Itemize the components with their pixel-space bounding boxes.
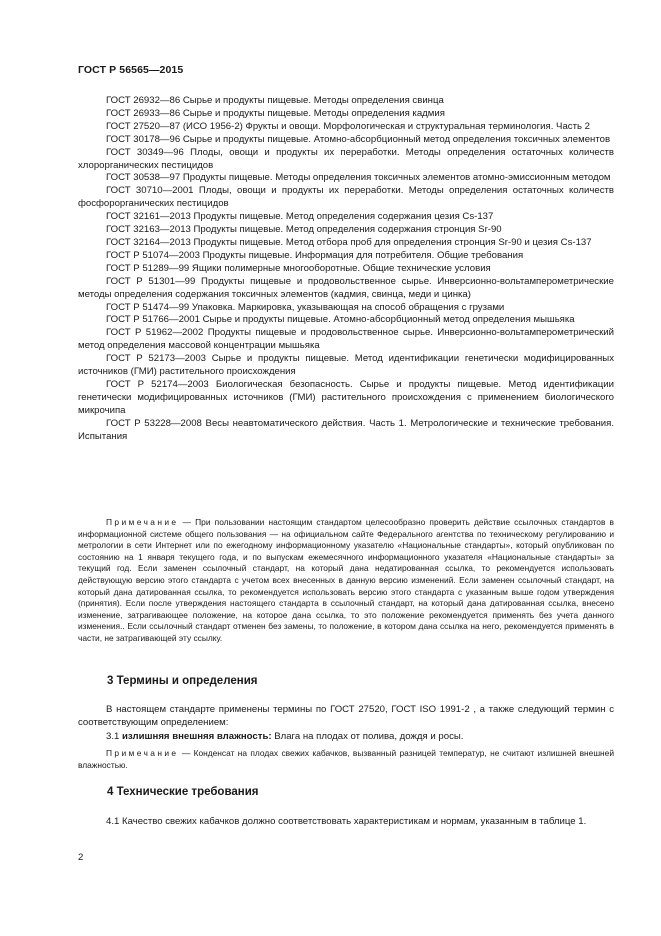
section-4-heading: 4 Технические требования [107, 786, 259, 798]
reference-item: ГОСТ Р 52174—2003 Биологическая безопасность. Сырье и продукты пищевые. Метод идентификации генетически модифицированных источников (ГМИ) растительного происхождения с применением биологического микрочипа [78, 378, 614, 416]
reference-item: ГОСТ Р 53228—2008 Весы неавтоматического действия. Часть 1. Метрологические и технические требования. Испытания [78, 417, 614, 442]
document-header: ГОСТ Р 56565—2015 [78, 64, 184, 76]
reference-item: ГОСТ 30710—2001 Плоды, овощи и продукты их переработки. Методы определения остаточных количеств фосфорорганических пестицидов [78, 185, 614, 210]
reference-item: ГОСТ 30349—96 Плоды, овощи и продукты их переработки. Методы определения остаточных количеств хлорорганических пестицидов [78, 146, 614, 171]
reference-item: ГОСТ 32161—2013 Продукты пищевые. Метод определения содержания цезия Cs-137 [106, 211, 494, 223]
reference-item: ГОСТ Р 52173—2003 Сырье и продукты пищевые. Метод идентификации генетически модифицированных источников (ГМИ) растительного происхождения [78, 353, 614, 378]
reference-item: ГОСТ Р 51474—99 Упаковка. Маркировка, указывающая на способ обращения с грузами [106, 301, 505, 313]
section-3-intro: В настоящем стандарте применены термины по ГОСТ 27520, ГОСТ ISO 1991-2 , а также следующий термин с соответствующим определением: [78, 704, 614, 728]
term-definition [78, 731, 614, 744]
section-3-note [78, 748, 614, 771]
reference-item: ГОСТ 26932—86 Сырье и продукты пищевые. Методы определения свинца [106, 95, 444, 106]
normative-references-list [78, 95, 614, 443]
reference-item: ГОСТ Р 51766—2001 Сырье и продукты пищевые. Атомно-абсорбционный метод определения мышьяка [106, 314, 575, 326]
reference-item: ГОСТ 30538—97 Продукты пищевые. Методы определения токсичных элементов атомно-эмиссионным методом [106, 172, 611, 184]
defined-term: излишняя внешняя влажность: [122, 731, 272, 742]
page-number: 2 [78, 852, 84, 863]
reference-item: ГОСТ 27520—87 (ИСО 1956-2) Фрукты и овощи. Морфологическая и структуральная терминология. Часть 2 [106, 120, 590, 132]
reference-item: ГОСТ 30178—96 Сырье и продукты пищевые. Атомно-абсорбционный метод определения токсичных элементов [106, 133, 611, 145]
reference-item: ГОСТ Р 51962—2002 Продукты пищевые и продовольственное сырье. Инверсионно-вольтамперометрический метод определения массовой концентрации мышьяка [78, 327, 614, 352]
reference-item: ГОСТ Р 51301—99 Продукты пищевые и продовольственное сырье. Инверсионно-вольтамперометрические методы определения содержания токсичных элементов (кадмия, свинца, меди и цинка) [78, 275, 614, 300]
definition-text: Влага на плодах от полива, дождя и росы. [274, 731, 464, 742]
reference-item: ГОСТ 26933—86 Сырье и продукты пищевые. Методы определения кадмия [106, 107, 445, 119]
definition-number: 3.1 [106, 731, 120, 742]
reference-item: ГОСТ 32163—2013 Продукты пищевые. Метод определения содержания стронция Sr-90 [106, 224, 502, 236]
reference-item: ГОСТ Р 51289—99 Ящики полимерные многооборотные. Общие технические условия [106, 262, 491, 274]
reference-item: ГОСТ 32164—2013 Продукты пищевые. Метод отбора проб для определения стронция Sr-90 и цезия Cs-137 [106, 236, 592, 248]
note-text: — Конденсат на плодах свежих кабачков, вызванный разницей температур, не считают излишней внешней влажностью. [78, 748, 614, 770]
section-3-heading: 3 Термины и определения [107, 675, 258, 687]
note-label: Примечание [106, 748, 179, 758]
references-note [78, 517, 614, 645]
reference-item: ГОСТ Р 51074—2003 Продукты пищевые. Информация для потребителя. Общие требования [106, 249, 524, 261]
section-4-paragraph: 4.1 Качество свежих кабачков должно соответствовать характеристикам и нормам, указанным в таблице 1. [106, 816, 587, 827]
note-text: — При пользовании настоящим стандартом целесообразно проверить действие ссылочных стандартов в информационной системе общего пользования — на официальном сайте Федерального агентства по техническому регулированию и метрологии в сети Интернет или по ежегодному информационному указателю «Национальные стандарты», который опубликован по состоянию на 1 января текущего года, и по выпускам ежемесячного информационного указателя «Национальные стандарты» за текущий год. Если заменен ссылочный стандарт, на который дана недатированная ссылка, то рекомендуется использовать действующую версию этого стандарта с учетом всех внесенных в данную версию изменений. Если заменен ссылочный стандарт, на который дана датированная ссылка, то рекомендуется использовать версию этого стандарта с указанным выше годом утверждения (принятия). Если после утверждения настоящего стандарта в ссылочный стандарт, на который дана датированная ссылка, внесено изменение, затрагивающее положение, на которое дана ссылка, то это положение рекомендуется применять без учета данного изменения.. Если ссылочный стандарт отменен без замены, то положение, в котором дана ссылка на него, рекомендуется применять в части, не затрагивающей эту ссылку. [78, 517, 615, 643]
note-label: Примечание [106, 517, 179, 527]
